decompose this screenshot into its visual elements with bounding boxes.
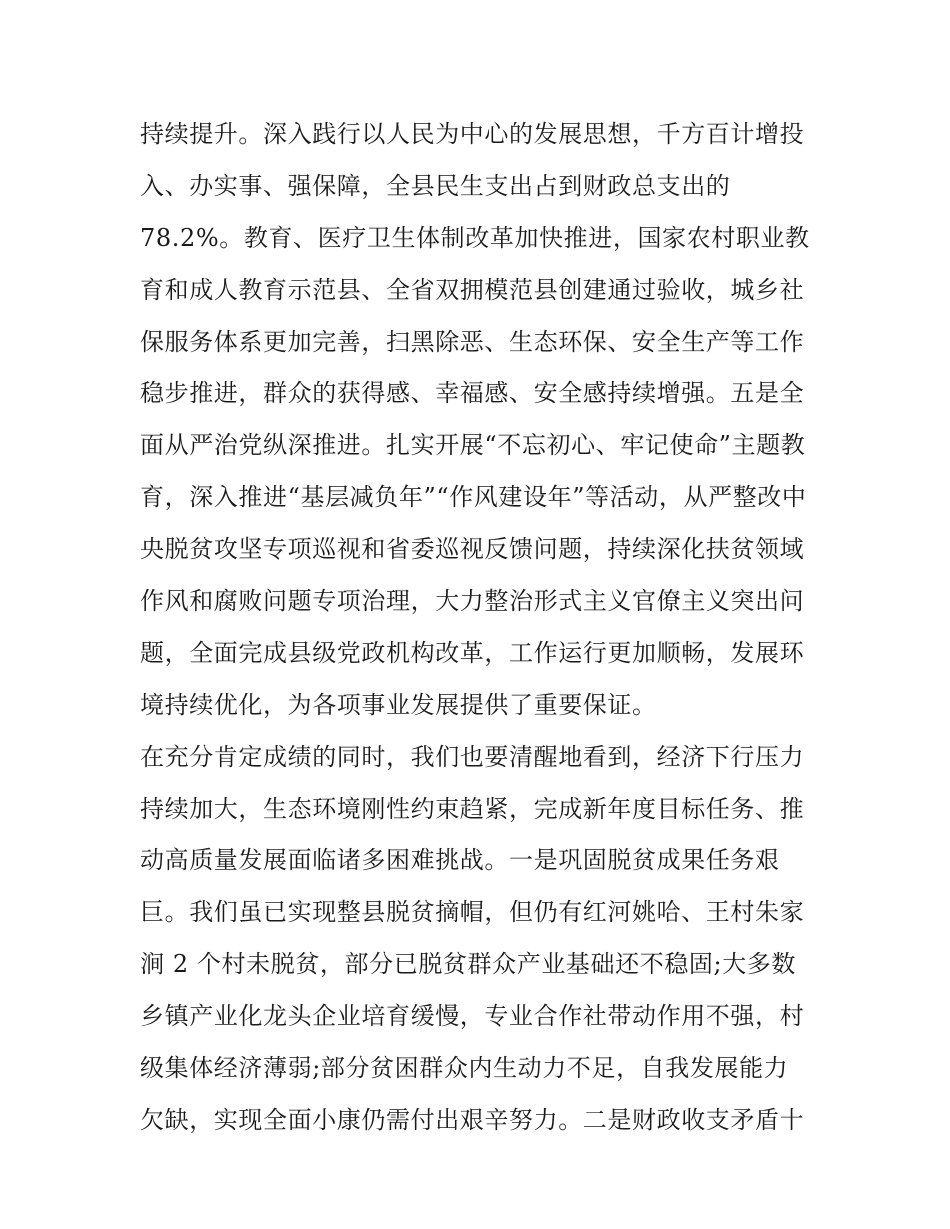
text-line: 央脱贫攻坚专项巡视和省委巡视反馈问题，持续深化扶贫领域 (140, 535, 805, 564)
text-line: 育，深入推进“基层减负年”“作风建设年”等活动，从严整改中 (140, 483, 807, 512)
text-line: 动高质量发展面临诸多困难挑战。一是巩固脱贫成果任务艰 (140, 846, 780, 875)
text-line: 78.2%。教育、医疗卫生体制改革加快推进，国家农村职业教 (140, 223, 810, 252)
text-line: 巨。我们虽已实现整县脱贫摘帽，但仍有红河姚哈、王村朱家 (140, 898, 805, 927)
text-line: 涧 2 个村未脱贫，部分已脱贫群众产业基础还不稳固;大多数 (140, 950, 797, 979)
text-line: 乡镇产业化龙头企业培育缓慢，专业合作社带动作用不强，村 (140, 1002, 805, 1031)
text-line: 作风和腐败问题专项治理，大力整治形式主义官僚主义突出问 (140, 587, 805, 616)
text-line: 持续提升。深入践行以人民为中心的发展思想，千方百计增投 (140, 120, 805, 148)
text-line: 稳步推进，群众的获得感、幸福感、安全感持续增强。五是全 (140, 379, 805, 408)
text-line: 境持续优化，为各项事业发展提供了重要保证。 (140, 690, 657, 719)
text-line: 欠缺，实现全面小康仍需付出艰辛努力。二是财政收支矛盾十 (140, 1105, 805, 1134)
text-line: 在充分肯定成绩的同时，我们也要清醒地看到，经济下行压力 (140, 742, 805, 771)
text-line: 入、办实事、强保障，全县民生支出占到财政总支出的 (140, 171, 731, 200)
text-line: 级集体经济薄弱;部分贫困群众内生动力不足，自我发展能力 (140, 1054, 789, 1083)
body-text (140, 109, 820, 1147)
text-line: 保服务体系更加完善，扫黑除恶、生态环保、安全生产等工作 (140, 327, 805, 356)
text-line: 育和成人教育示范县、全省双拥模范县创建通过验收，城乡社 (140, 275, 805, 304)
text-line: 持续加大，生态环境刚性约束趋紧，完成新年度目标任务、推 (140, 794, 805, 823)
text-line: 面从严治党纵深推进。扎实开展“不忘初心、牢记使命”主题教 (140, 431, 806, 460)
text-line: 题，全面完成县级党政机构改革，工作运行更加顺畅，发展环 (140, 638, 805, 667)
